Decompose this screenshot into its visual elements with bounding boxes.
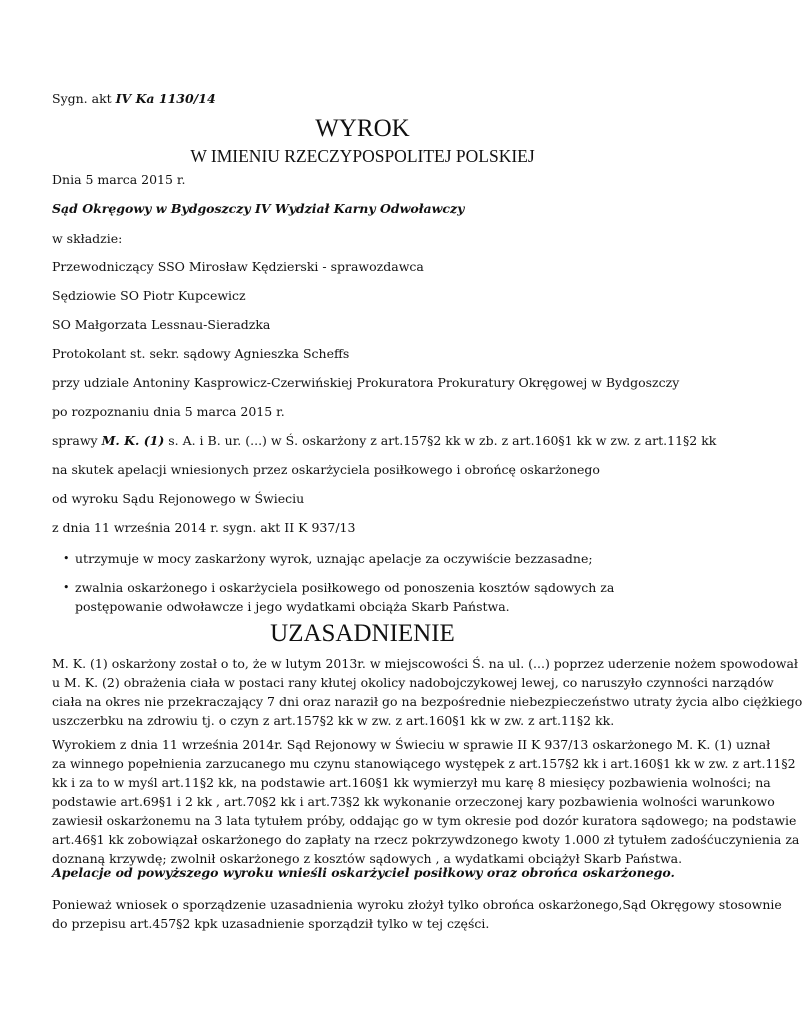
justification-title: UZASADNIENIE xyxy=(270,620,455,647)
presiding-judge: Przewodniczący SSO Mirosław Kędzierski - sprawozdawca xyxy=(52,259,424,274)
appeal-line: na skutek apelacji wniesionych przez oskarżyciela posiłkowego i obrońcę oskarżonego xyxy=(52,462,600,477)
lower-judgment-date: z dnia 11 września 2014 r. sygn. akt II K 937/13 xyxy=(52,520,356,535)
lower-court-line: od wyroku Sądu Rejonowego w Świeciu xyxy=(52,491,305,506)
paragraph-line: doznaną krzywdę; zwolnił oskarżonego z kosztów sądowych , a wydatkami obciążył Skarb Państwa. xyxy=(52,851,683,866)
bullet-dot-icon: • xyxy=(63,552,70,565)
case-signature-number: IV Ka 1130/14 xyxy=(115,91,216,106)
judge-second: SO Małgorzata Lessnau-Sieradzka xyxy=(52,317,271,332)
case-charges: s. A. i B. ur. (...) w Ś. oskarżony z art.157§2 kk w zb. z art.160§1 kk w zw. z art.11§2 kk xyxy=(168,433,717,448)
paragraph-line: Ponieważ wniosek o sporządzenie uzasadnienia wyroku złożył tylko obrońca oskarżonego,Sąd Okręgowy stosownie xyxy=(52,897,782,912)
case-signature-prefix: Sygn. akt xyxy=(52,91,112,106)
bullet-dot-icon: • xyxy=(63,581,70,594)
appeals-heading: Apelacje od powyższego wyroku wnieśli oskarżyciel posiłkowy oraz obrońca oskarżonego. xyxy=(52,865,675,880)
paragraph-line: za winnego popełnienia zarzucanego mu czynu stanowiącego występek z art.157§2 kk i art.160§1 kk w zw. z art.11§2 xyxy=(52,756,796,771)
paragraph-line: kk i za to w myśl art.11§2 kk, na podstawie art.160§1 kk wymierzył mu karę 8 miesięcy pozbawienia wolności; na xyxy=(52,775,771,790)
paragraph-line: u M. K. (2) obrażenia ciała w postaci rany kłutej okolicy nadobojczykowej lewej, co naruszyło czynności narządów xyxy=(52,675,774,690)
ruling-text-2: zwalnia oskarżonego i oskarżyciela posiłkowego od ponoszenia kosztów sądowych za postępowanie odwoławcze i jego wydatkami obciąża Skarb Państwa. xyxy=(75,580,615,614)
court-name: Sąd Okręgowy w Bydgoszczy IV Wydział Karny Odwoławczy xyxy=(52,201,465,216)
paragraph-line: M. K. (1) oskarżony został o to, że w lutym 2013r. w miejscowości Ś. na ul. (...) poprzez uderzenie nożem spowodował xyxy=(52,656,798,671)
paragraph-line: do przepisu art.457§2 kpk uzasadnienie sporządził tylko w tej części. xyxy=(52,916,490,931)
paragraph-line: podstawie art.69§1 i 2 kk , art.70§2 kk i art.73§2 kk wykonanie orzeczonej kary pozbawienia wolności warunkowo xyxy=(52,794,775,809)
paragraph-line: Wyrokiem z dnia 11 września 2014r. Sąd Rejonowy w Świeciu w sprawie II K 937/13 oskarżonego M. K. (1) uznał xyxy=(52,737,771,752)
justification-paragraph-1 xyxy=(52,654,802,730)
paragraph-line: zawiesił oskarżonemu na 3 lata tytułem próby, oddając go w tym okresie pod dozór kuratora sądowego; na podstawie xyxy=(52,813,797,828)
judgment-date: Dnia 5 marca 2015 r. xyxy=(52,172,186,187)
judges-line: Sędziowie SO Piotr Kupcewicz xyxy=(52,288,246,303)
composition-label: w składzie: xyxy=(52,231,123,246)
case-prefix: sprawy xyxy=(52,433,98,448)
examination-date: po rozpoznaniu dnia 5 marca 2015 r. xyxy=(52,404,285,419)
judgment-title: WYROK xyxy=(315,115,410,142)
case-line xyxy=(52,433,716,449)
ruling-text-1: utrzymuje w mocy zaskarżony wyrok, uznając apelacje za oczywiście bezzasadne; xyxy=(75,551,593,566)
paragraph-line: art.46§1 kk zobowiązał oskarżonego do zapłaty na rzecz pokrzywdzonego kwoty 1.000 zł tytułem zadośćuczynienia za xyxy=(52,832,800,847)
paragraph-line: ciała na okres nie przekraczający 7 dni oraz naraził go na bezpośrednie niebezpieczeństwo utraty życia albo ciężkiego xyxy=(52,694,802,709)
case-signature xyxy=(52,91,216,107)
justification-paragraph-3 xyxy=(52,895,782,933)
paragraph-line: uszczerbku na zdrowiu tj. o czyn z art.157§2 kk w zw. z art.160§1 kk w zw. z art.11§2 kk. xyxy=(52,713,615,728)
defendant-name: M. K. (1) xyxy=(101,433,165,448)
justification-paragraph-2 xyxy=(52,735,800,868)
court-clerk: Protokolant st. sekr. sądowy Agnieszka Scheffs xyxy=(52,346,350,361)
judgment-subtitle: W IMIENIU RZECZYPOSPOLITEJ POLSKIEJ xyxy=(190,146,535,166)
prosecutor-line: przy udziale Antoniny Kasprowicz-Czerwińskiej Prokuratora Prokuratury Okręgowej w Bydgoszczy xyxy=(52,375,680,390)
